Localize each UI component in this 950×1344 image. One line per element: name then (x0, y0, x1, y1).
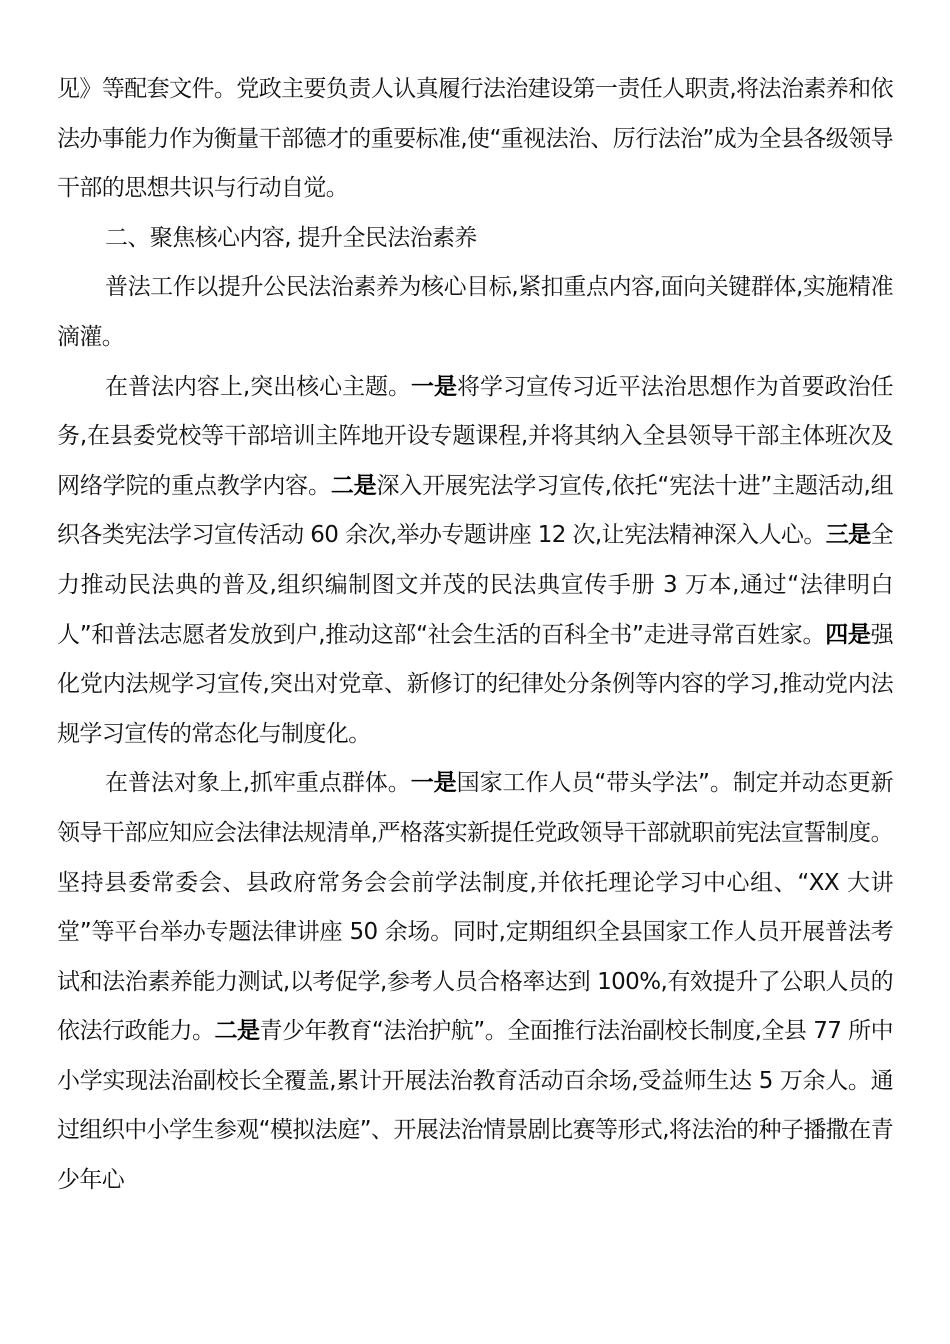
bold-lead-first: 一是 (410, 770, 457, 797)
paragraph-text: 强化党内法规学习宣传,突出对党章、新修订的纪律处分条例等内容的学习,推动党内法规学习宣传的常态化与制度化。 (57, 621, 893, 747)
section-heading (57, 214, 893, 264)
paragraph-target-groups (57, 759, 893, 1205)
paragraph-text: 深入开展宪法学习宣传,依托“宪法十进”主题活动,组织各类宪法学习宣传活动 60 余次,举办专题讲座 12 次,让宪法精神深入人心。 (57, 472, 893, 549)
bold-lead-second: 二是 (330, 472, 377, 499)
paragraph-text: 在普法内容上,突出核心主题。 (105, 373, 412, 400)
paragraph-text: 全力推动民法典的普及,组织编制图文并茂的民法典宣传手册 3 万本,通过“法律明白人”和普法志愿者发放到户,推动这部“社会生活的百科全书”走进寻常百姓家。 (57, 522, 893, 648)
paragraph-text: 在普法对象上,抓牢重点群体。 (105, 770, 411, 797)
paragraph-text: 普法工作以提升公民法治素养为核心目标,紧扣重点内容,面向关键群体,实施精准滴灌。 (57, 274, 893, 350)
paragraph-intro (57, 263, 893, 362)
paragraph-text: 国家工作人员“带头学法”。制定并动态更新领导干部应知应会法律法规清单,严格落实新提任党政领导干部就职前宪法宣誓制度。坚持县委常委会、县政府常务会会前学法制度,并依托理论学习中心组、“XX 大讲堂”等平台举办专题法律讲座 50 余场。同时,定期组织全县国家工作人员开展普法考试和法治素养能力测试,以考促学,参考人员合格率达到 100%,有效提升了公职人员的依法行政能力。 (57, 770, 893, 1045)
bold-lead-fourth: 四是 (825, 621, 871, 648)
paragraph-content-themes (57, 363, 893, 760)
bold-lead-first: 一是 (411, 373, 457, 400)
paragraph-text: 青少年教育“法治护航”。全面推行法治副校长制度,全县 77 所中小学实现法治副校长全覆盖,累计开展法治教育活动百余场,受益师生达 5 万余人。通过组织中小学生参观“模拟法庭”、开展法治情景剧比赛等形式,将法治的种子播撒在青少年心 (57, 1018, 893, 1194)
heading-text: 二、聚焦核心内容, 提升全民法治素养 (105, 224, 477, 251)
bold-lead-second: 二是 (214, 1018, 260, 1045)
document-page (57, 65, 893, 1206)
paragraph-continuation (57, 65, 893, 214)
paragraph-text: 将学习宣传习近平法治思想作为首要政治任务,在县委党校等干部培训主阵地开设专题课程,并将其纳入全县领导干部主体班次及网络学院的重点教学内容。 (57, 373, 893, 499)
paragraph-text: 见》等配套文件。党政主要负责人认真履行法治建设第一责任人职责,将法治素养和依法办事能力作为衡量干部德才的重要标准,使“重视法治、厉行法治”成为全县各级领导干部的思想共识与行动自觉。 (57, 76, 893, 202)
bold-lead-third: 三是 (825, 522, 871, 549)
